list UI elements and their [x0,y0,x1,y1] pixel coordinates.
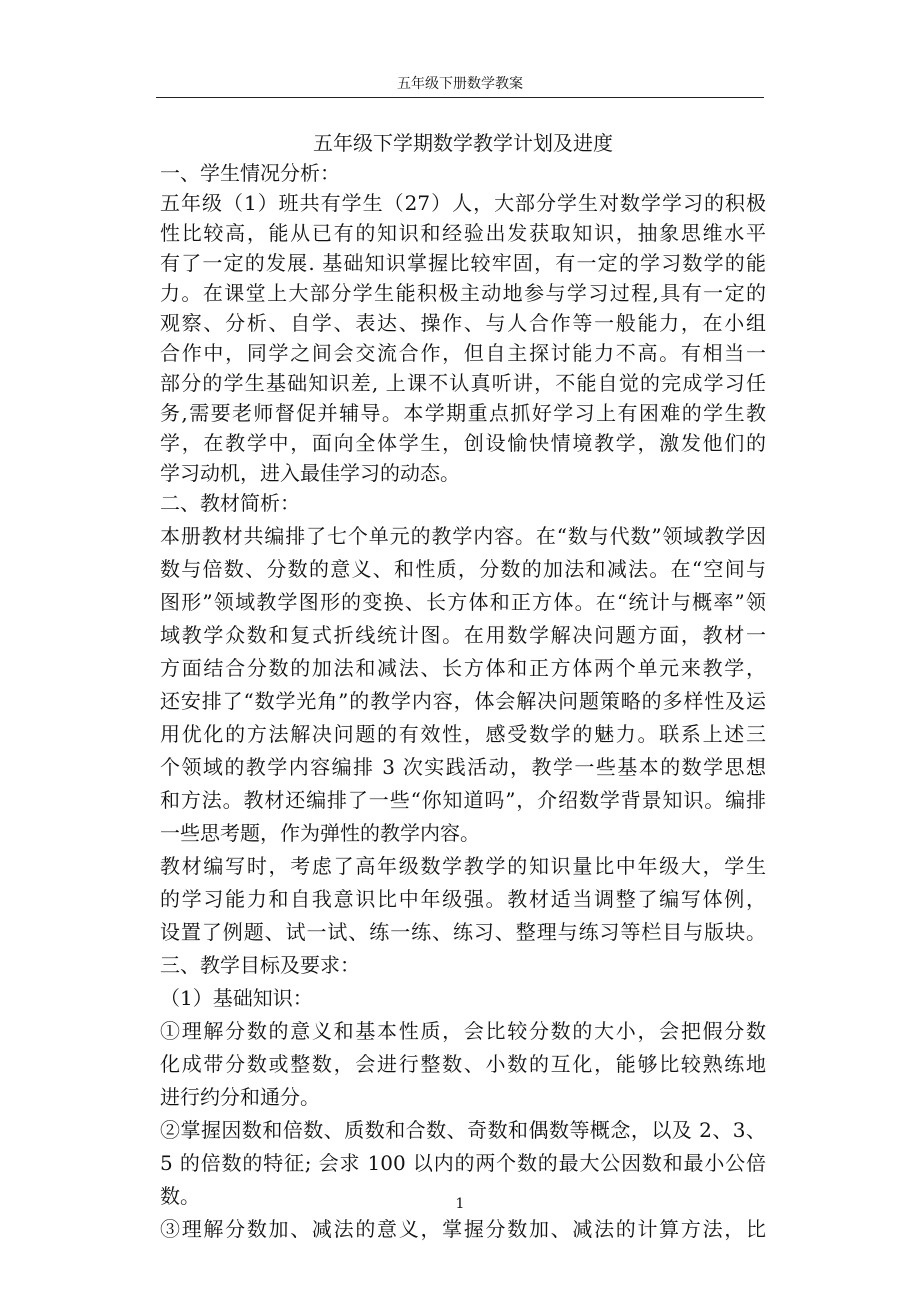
text-line: 学习动机，进入最佳学习的动态。 [160,461,460,485]
text-line: 部分的学生基础知识差, 上课不认真听讲，不能自觉的完成学习任 [160,371,766,395]
text-line: 观察、分析、自学、表达、操作、与人合作等一般能力，在小组 [160,311,766,335]
text-line: 的学习能力和自我意识比中年级强。教材适当调整了编写体例， [160,887,766,911]
text-line: 图形”领域教学图形的变换、长方体和正方体。在“统计与概率”领 [160,590,766,614]
text-line: 合作中，同学之间会交流合作，但自主探讨能力不高。有相当一 [160,341,766,365]
text-line: 和方法。教材还编排了一些“你知道吗”，介绍数学背景知识。编排 [160,788,766,812]
text-line: 一些思考题，作为弹性的教学内容。 [160,821,480,845]
text-line: ①理解分数的意义和基本性质，会比较分数的大小，会把假分数 [160,1019,766,1043]
text-line: 力。在课堂上大部分学生能积极主动地参与学习过程,具有一定的 [160,281,766,305]
text-line: 数。 [160,1184,200,1208]
text-line: ②掌握因数和倍数、质数和合数、奇数和偶数等概念，以及 2、3、 [160,1118,766,1142]
page-header: 五年级下册数学教案 [397,76,523,92]
text-line: 有了一定的发展. 基础知识掌握比较牢固，有一定的学习数学的能 [160,251,766,275]
text-line: 方面结合分数的加法和减法、长方体和正方体两个单元来教学， [160,656,766,680]
text-line: 一、学生情况分析： [160,161,340,185]
text-line: 还安排了“数学光角”的教学内容，体会解决问题策略的多样性及运 [160,689,766,713]
text-line: 化成带分数或整数，会进行整数、小数的互化，能够比较熟练地 [160,1052,766,1076]
text-line: 进行约分和通分。 [160,1085,320,1109]
text-line: 教材编写时，考虑了高年级数学教学的知识量比中年级大，学生 [160,854,766,878]
page-number: 1 [455,1196,465,1212]
text-line: 用优化的方法解决问题的有效性，感受数学的魅力。联系上述三 [160,722,766,746]
text-line: 个领域的教学内容编排 3 次实践活动，教学一些基本的数学思想 [160,755,766,779]
document-lines [160,158,766,1244]
text-line: 域教学众数和复式折线统计图。在用数学解决问题方面，教材一 [160,623,766,647]
text-line: （1）基础知识： [160,986,313,1010]
text-line: 性比较高，能从已有的知识和经验出发获取知识，抽象思维水平 [160,221,766,245]
text-line: ③理解分数加、减法的意义，掌握分数加、减法的计算方法，比 [160,1217,766,1241]
text-line: 务,需要老师督促并辅导。本学期重点抓好学习上有困难的学生教 [160,401,766,425]
header-divider [156,97,764,98]
text-line: 五年级（1）班共有学生（27）人，大部分学生对数学学习的积极 [160,191,766,215]
text-line: 设置了例题、试一试、练一练、练习、整理与练习等栏目与版块。 [160,920,766,944]
text-line: 学，在教学中，面向全体学生，创设愉快情境教学，激发他们的 [160,431,766,455]
text-line: 5 的倍数的特征; 会求 100 以内的两个数的最大公因数和最小公倍 [160,1151,766,1175]
document-body [160,128,766,1244]
document-title: 五年级下学期数学教学计划及进度 [313,131,613,155]
text-line: 数与倍数、分数的意义、和性质，分数的加法和减法。在“空间与 [160,557,766,581]
text-line: 二、教材简析： [160,491,300,515]
text-line: 三、教学目标及要求： [160,953,360,977]
text-line: 本册教材共编排了七个单元的教学内容。在“数与代数”领域教学因 [160,524,766,548]
